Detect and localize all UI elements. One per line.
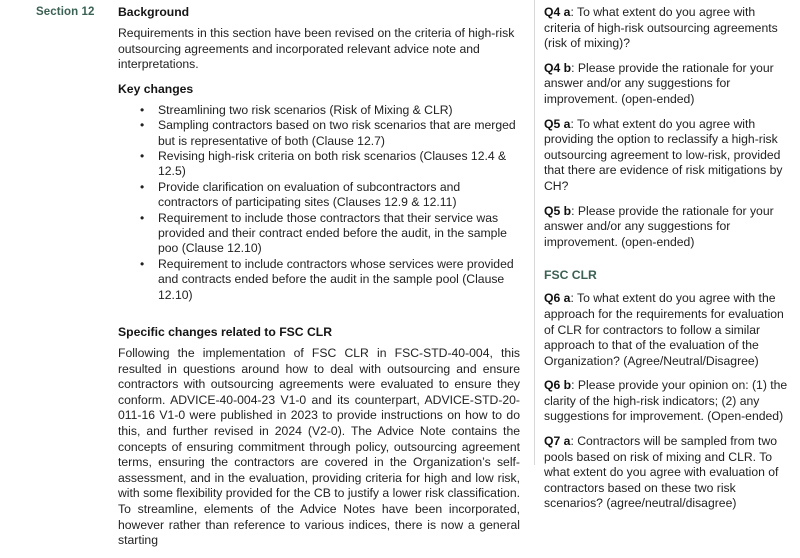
question-text: : Please provide your opinion on: (1) the clarity of the high-risk indicators; (2) any suggestions for improvement. (Open-ended) — [544, 378, 788, 424]
question-q5a — [544, 117, 792, 195]
question-q5b — [544, 204, 792, 251]
list-item — [118, 211, 520, 257]
bullet-icon: • — [140, 149, 145, 163]
key-changes-list — [118, 103, 520, 303]
question-tag: Q4 b — [544, 60, 572, 75]
question-text: : Contractors will be sampled from two pools based on risk of mixing and CLR. To what extent do you agree with evaluation of contractors based on these two risk scenarios? (agree/neutral/disagree) — [544, 434, 779, 511]
question-text: : Please provide the rationale for your answer and/or any suggestions for improvement. (open-ended) — [544, 203, 774, 249]
list-item-text: Provide clarification on evaluation of subcontractors and contractors of participating sites (Clauses 12.9 & 12.11) — [158, 179, 461, 210]
question-tag: Q7 a — [544, 434, 571, 449]
question-tag: Q6 a — [544, 291, 571, 306]
list-item — [118, 257, 520, 303]
list-item — [118, 149, 520, 180]
specific-changes-paragraph: Following the implementation of FSC CLR in FSC-STD-40-004, this resulted in questions around how to deal with outsourcing and ensure contractors with outsourcing agreements were evaluated to ensure they conform. ADVICE-40-004-23 V1-0 and its counterpart, ADVICE-STD-20-011-16 V1-0 were published in 2023 to provide instructions on how to do this, and further revised in 2024 (V2-0). The Advice Note contains the concepts of ensuring commitment through policy, outsourcing agreement terms, ensuring the contractors are covered in the Organization’s self-assessment, and in the evaluation, providing criteria for high and low risk, with some flexibility provided for the CB to justify a lower risk classification. To streamline, elements of the Advice Notes have been incorporated, however rather than reference to various indices, there is now a general starting — [118, 346, 520, 548]
key-changes-heading: Key changes — [118, 81, 194, 96]
bullet-icon: • — [140, 179, 145, 194]
question-q6a — [544, 291, 792, 369]
bullet-icon: • — [140, 256, 145, 271]
question-q4a — [544, 5, 792, 52]
question-tag: Q4 a — [544, 5, 571, 19]
list-item — [118, 180, 520, 211]
bullet-icon: • — [140, 102, 145, 117]
question-text: : To what extent do you agree with the approach for the requirements for evaluation of CLR for contractors to follow a similar approach to that of the evaluation of the Organization? (Agree/Neutral/Disagree) — [544, 291, 784, 368]
question-q7a — [544, 434, 792, 512]
section-label: Section 12 — [36, 6, 95, 18]
list-item-text: Streamlining two risk scenarios (Risk of Mixing & CLR) — [158, 102, 453, 117]
questions-group-heading: FSC CLR — [544, 268, 597, 283]
question-tag: Q5 b — [544, 203, 572, 218]
background-paragraph: Requirements in this section have been revised on the criteria of high-risk outsourcing agreements and incorporated relevant advice note and interpretations. — [118, 26, 515, 72]
list-item — [118, 103, 520, 118]
question-text: : To what extent do you agree with criteria of high-risk outsourcing agreements (risk of mixing)? — [544, 5, 778, 51]
vertical-spacer — [544, 259, 792, 268]
list-item-text: Sampling contractors based on two risk scenarios that are merged but is representative of both (Clause 12.7) — [158, 118, 516, 148]
question-q6b — [544, 378, 792, 425]
question-tag: Q6 b — [544, 378, 572, 393]
list-item-text: Revising high-risk criteria on both risk scenarios (Clauses 12.4 & 12.5) — [158, 149, 507, 179]
background-heading: Background — [118, 5, 190, 19]
list-item-text: Requirement to include those contractors that their service was provided and their contract ended before the audit, in the sample poo (Clause 12.10) — [158, 210, 507, 256]
specific-changes-heading: Specific changes related to FSC CLR — [118, 325, 333, 340]
question-q4b — [544, 61, 792, 108]
questions-cell — [535, 0, 800, 521]
bullet-icon: • — [140, 118, 145, 133]
bullet-icon: • — [140, 210, 145, 225]
question-text: : Please provide the rationale for your answer and/or any suggestions for improvement. (open-ended) — [544, 60, 774, 106]
section-label-cell — [0, 0, 118, 19]
list-item-text: Requirement to include contractors whose services were provided and contracts ended before the audit in the sample pool (Clause 12.10) — [158, 256, 514, 302]
vertical-spacer — [118, 303, 520, 325]
question-text: : To what extent do you agree with providing the option to reclassify a high-risk outsourcing agreement to low-risk, provided that there are evidence of risk mitigations by CH? — [544, 116, 783, 193]
list-item — [118, 118, 520, 149]
question-tag: Q5 a — [544, 116, 571, 131]
section-body-cell — [118, 0, 532, 558]
